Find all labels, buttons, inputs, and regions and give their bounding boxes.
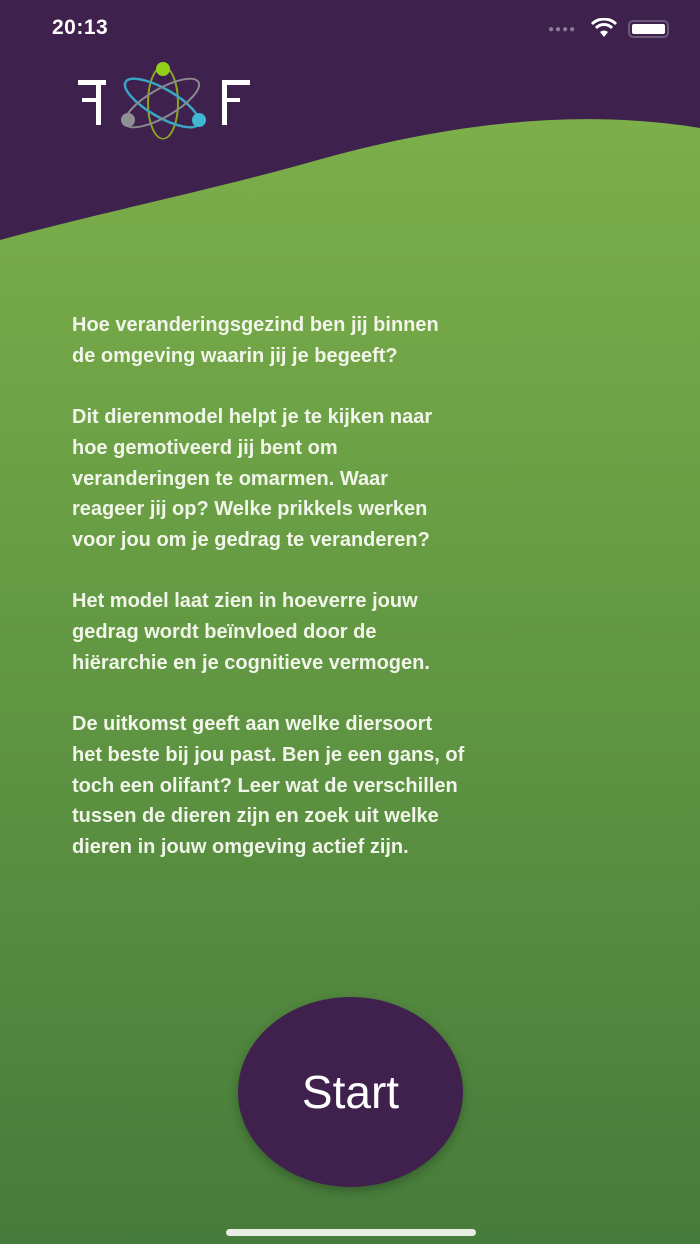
- intro-line: het beste bij jou past. Ben je een gans, of: [72, 743, 465, 766]
- intro-paragraph: [72, 402, 652, 556]
- wifi-icon: [590, 18, 618, 38]
- intro-paragraph: [72, 586, 652, 678]
- intro-line: de omgeving waarin jij je begeeft?: [72, 344, 398, 367]
- intro-line: De uitkomst geeft aan welke diersoort: [72, 713, 433, 736]
- intro-line: toch een olifant? Leer wat de verschillen: [72, 774, 458, 797]
- intro-line: Hoe veranderingsgezind ben jij binnen: [72, 314, 439, 336]
- battery-icon: [628, 20, 669, 38]
- intro-line: Het model laat zien in hoeverre jouw: [72, 590, 418, 613]
- intro-line: reageer jij op? Welke prikkels werken: [72, 498, 428, 521]
- start-button[interactable]: Start: [238, 997, 463, 1187]
- intro-line: tussen de dieren zijn en zoek uit welke: [72, 805, 439, 828]
- intro-paragraph: [72, 310, 652, 371]
- intro-line: gedrag wordt beïnvloed door de: [72, 621, 377, 643]
- app-logo: [72, 60, 257, 140]
- intro-line: hoe gemotiveerd jij bent om: [72, 436, 338, 459]
- status-time: 20:13: [52, 16, 109, 39]
- intro-line: Dit dierenmodel helpt je te kijken naar: [72, 406, 433, 429]
- intro-line: hiërarchie en je cognitieve vermogen.: [72, 651, 430, 674]
- status-bar: [0, 14, 700, 44]
- intro-line: voor jou om je gedrag te veranderen?: [72, 528, 430, 551]
- intro-text: [72, 310, 652, 893]
- home-indicator[interactable]: [226, 1229, 476, 1236]
- signal-dots-icon: ●●●●: [548, 24, 577, 35]
- intro-line: veranderingen te omarmen. Waar: [72, 467, 389, 490]
- intro-paragraph: [72, 709, 652, 863]
- intro-line: dieren in jouw omgeving actief zijn.: [72, 835, 409, 858]
